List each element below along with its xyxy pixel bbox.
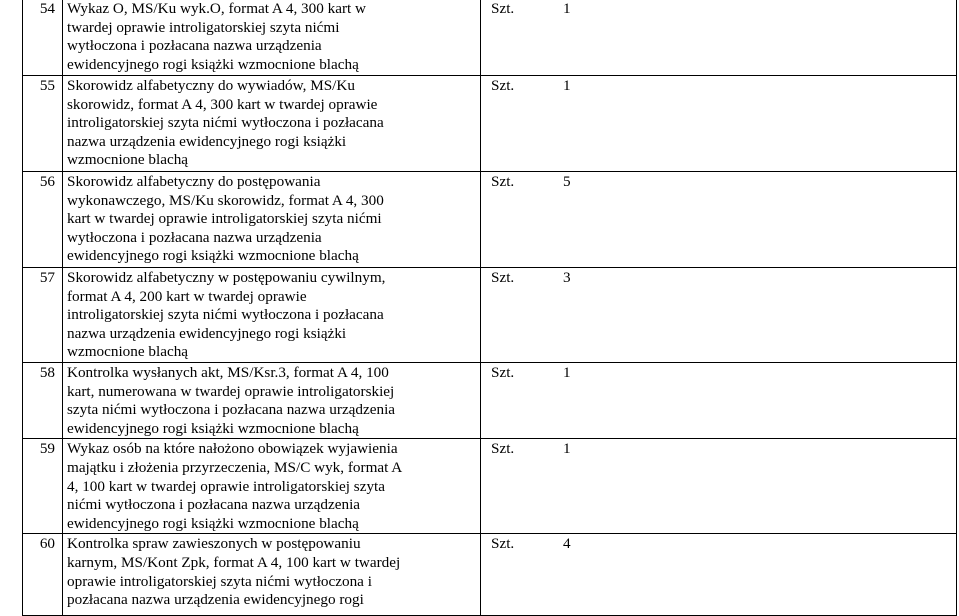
item-unit-quantity (481, 76, 957, 172)
description-line: wykonawczego, MS/Ku skorowidz, format A 4, 300 (67, 191, 384, 209)
item-unit-quantity (481, 268, 957, 363)
description-line: karnym, MS/Kont Zpk, format A 4, 100 kart w twardej (67, 553, 401, 571)
table-row (23, 0, 957, 76)
description-line: ewidencyjnego rogi książki wzmocnione blachą (67, 55, 359, 73)
description-line: skorowidz, format A 4, 300 kart w twardej oprawie (67, 95, 378, 113)
description-line: ewidencyjnego rogi książki wzmocnione blachą (67, 247, 359, 265)
description-line: introligatorskiej szyta nićmi wytłoczona i pozłacana (67, 306, 384, 324)
description-line: wzmocnione blachą (67, 343, 189, 361)
description-line: 4, 100 kart w twardej oprawie introligatorskiej szyta (67, 477, 386, 495)
quantity-value: 5 (563, 173, 571, 190)
description-line: introligatorskiej szyta nićmi wytłoczona i pozłacana (67, 114, 384, 132)
item-number: 54 (23, 0, 63, 76)
item-unit-quantity (481, 172, 957, 268)
description-line: kart, numerowana w twardej oprawie introligatorskiej (67, 382, 395, 400)
description-line: wytłoczona i pozłacana nazwa urządzenia (67, 37, 322, 55)
description-line: nazwa urządzenia ewidencyjnego rogi książki (67, 324, 347, 342)
item-unit-quantity (481, 534, 957, 616)
unit-label: Szt. (491, 77, 515, 94)
item-description (63, 268, 481, 363)
description-line: szyta nićmi wytłoczona i pozłacana nazwa urządzenia (67, 401, 396, 419)
quantity-value: 1 (563, 0, 571, 17)
unit-label: Szt. (491, 0, 515, 17)
table-row (23, 534, 957, 616)
quantity-value: 3 (563, 269, 571, 286)
item-description (63, 76, 481, 172)
description-line: pozłacana nazwa urządzenia ewidencyjnego rogi (67, 591, 364, 609)
items-table (22, 0, 957, 616)
item-description (63, 534, 481, 616)
description-line: Skorowidz alfabetyczny do postępowania (67, 173, 321, 190)
quantity-value: 1 (563, 440, 571, 458)
description-line: format A 4, 200 kart w twardej oprawie (67, 287, 307, 305)
description-line: Kontrolka wysłanych akt, MS/Ksr.3, format A 4, 100 (67, 364, 389, 381)
quantity-value: 4 (563, 535, 571, 553)
quantity-value: 1 (563, 77, 571, 94)
description-line: majątku i złożenia przyrzeczenia, MS/C wyk, format A (67, 458, 403, 476)
description-line: nazwa urządzenia ewidencyjnego rogi książki (67, 132, 347, 150)
table-row (23, 76, 957, 172)
table-row (23, 172, 957, 268)
unit-label: Szt. (491, 173, 515, 190)
description-line: nićmi wytłoczona i pozłacana nazwa urządzenia (67, 496, 361, 514)
description-line: kart w twardej oprawie introligatorskiej szyta nićmi (67, 210, 382, 228)
quantity-value: 1 (563, 364, 571, 381)
table-row (23, 363, 957, 439)
item-description (63, 363, 481, 439)
description-line: Skorowidz alfabetyczny w postępowaniu cywilnym, (67, 269, 386, 286)
unit-label: Szt. (491, 535, 515, 553)
description-line: Wykaz O, MS/Ku wyk.O, format A 4, 300 kart w (67, 0, 367, 17)
description-line: Wykaz osób na które nałożono obowiązek wyjawienia (67, 440, 398, 458)
description-line: oprawie introligatorskiej szyta nićmi wytłoczona i (67, 572, 372, 590)
item-description (63, 439, 481, 534)
item-unit-quantity (481, 363, 957, 439)
item-unit-quantity (481, 0, 957, 76)
description-line: wzmocnione blachą (67, 151, 189, 169)
item-number: 56 (23, 172, 63, 268)
item-description (63, 0, 481, 76)
unit-label: Szt. (491, 364, 515, 381)
description-line: wytłoczona i pozłacana nazwa urządzenia (67, 228, 322, 246)
description-line: twardej oprawie introligatorskiej szyta nićmi (67, 18, 340, 36)
description-line: Skorowidz alfabetyczny do wywiadów, MS/Ku (67, 77, 355, 94)
item-description (63, 172, 481, 268)
description-line: ewidencyjnego rogi książki wzmocnione blachą (67, 419, 359, 437)
item-number: 57 (23, 268, 63, 363)
description-line: Kontrolka spraw zawieszonych w postępowaniu (67, 535, 361, 553)
item-number: 59 (23, 439, 63, 534)
item-number: 58 (23, 363, 63, 439)
table-row (23, 268, 957, 363)
unit-label: Szt. (491, 440, 515, 458)
item-number: 55 (23, 76, 63, 172)
item-number: 60 (23, 534, 63, 616)
item-unit-quantity (481, 439, 957, 534)
description-line: ewidencyjnego rogi książki wzmocnione blachą (67, 514, 359, 532)
unit-label: Szt. (491, 269, 515, 286)
table-row (23, 439, 957, 534)
